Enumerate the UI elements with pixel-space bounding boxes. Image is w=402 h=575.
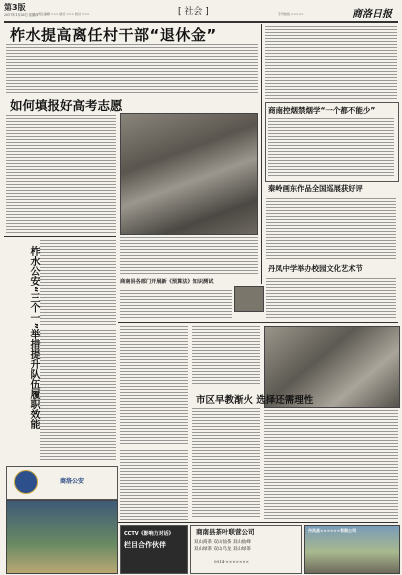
left-bottom-ad (6, 500, 118, 574)
college-guide-headline: 如何填报好高考志愿 (10, 98, 123, 113)
tea-company-sub1: 双山商茶 双山仙茶 双山仙峰 (194, 540, 251, 545)
paper-logo: 商洛日报 (352, 9, 392, 20)
budget-test-text (120, 290, 232, 320)
mid-story-text-2 (192, 326, 260, 386)
section-rule-2 (4, 236, 116, 237)
page-number: 第3版 (4, 3, 26, 12)
small-photo (234, 286, 264, 312)
left-story-text-a (40, 240, 116, 325)
cctv-line-1: CCTV《影响力对话》 (124, 531, 174, 537)
police-badge-icon (14, 470, 38, 494)
tea-company-phone: 0914-××××××× (214, 559, 249, 564)
date-line: 2017年1月26日 星期四 (4, 13, 39, 17)
left-story-text-b (40, 330, 116, 460)
mid-story-text-3 (120, 450, 188, 520)
tea-company-title: 商南县茶叶联营公司 (196, 528, 255, 536)
mid-story-text-1 (120, 326, 188, 446)
col-divider (261, 24, 262, 284)
exhibition-headline: 秦岭画东作品全国巡展获好评 (268, 184, 363, 193)
right-ad-title: 丹凤县××××××有限公司 (308, 528, 357, 533)
section-name: [ 社会 ] (178, 7, 209, 17)
section-rule-3 (118, 322, 398, 323)
middle-text-1 (120, 237, 258, 275)
early-edu-text-2 (264, 410, 398, 520)
police-logo-text: 商洛公安 (60, 478, 85, 485)
ad-rule (118, 522, 398, 523)
news-photo (120, 113, 258, 235)
main-story-text (6, 44, 258, 94)
cctv-line-2: 栏目合作伙伴 (124, 541, 166, 549)
editor-credits: 责任编辑 ××× 版式 ××× 校对 ××× (38, 12, 90, 16)
smoking-text (268, 118, 394, 176)
culture-fest-text (266, 278, 396, 318)
budget-test-headline: 商南县各部门开展新《预算法》知识测试 (120, 279, 214, 285)
early-edu-text-1 (192, 408, 260, 518)
masthead-rule (4, 21, 398, 23)
early-education-headline: 市区早教渐火 选择还需理性 (196, 395, 314, 406)
tea-company-sub2: 双山绿茶 双山乌龙 双山绿茶 (194, 547, 251, 552)
college-guide-text (6, 115, 116, 235)
vertical-headline: 柞水公安“三个一”举措提升队伍履职效能 (28, 246, 39, 430)
phone-line: 专刊热线 ××××× (278, 12, 304, 16)
culture-fest-headline: 丹凤中学举办校园文化艺术节 (268, 264, 363, 273)
right-col-text-1 (265, 26, 397, 101)
main-headline: 柞水提高离任村干部“退休金” (10, 26, 217, 44)
smoking-headline: 商南控烟禁烟学“一个都不能少” (268, 106, 376, 115)
exhibition-text (266, 198, 396, 260)
